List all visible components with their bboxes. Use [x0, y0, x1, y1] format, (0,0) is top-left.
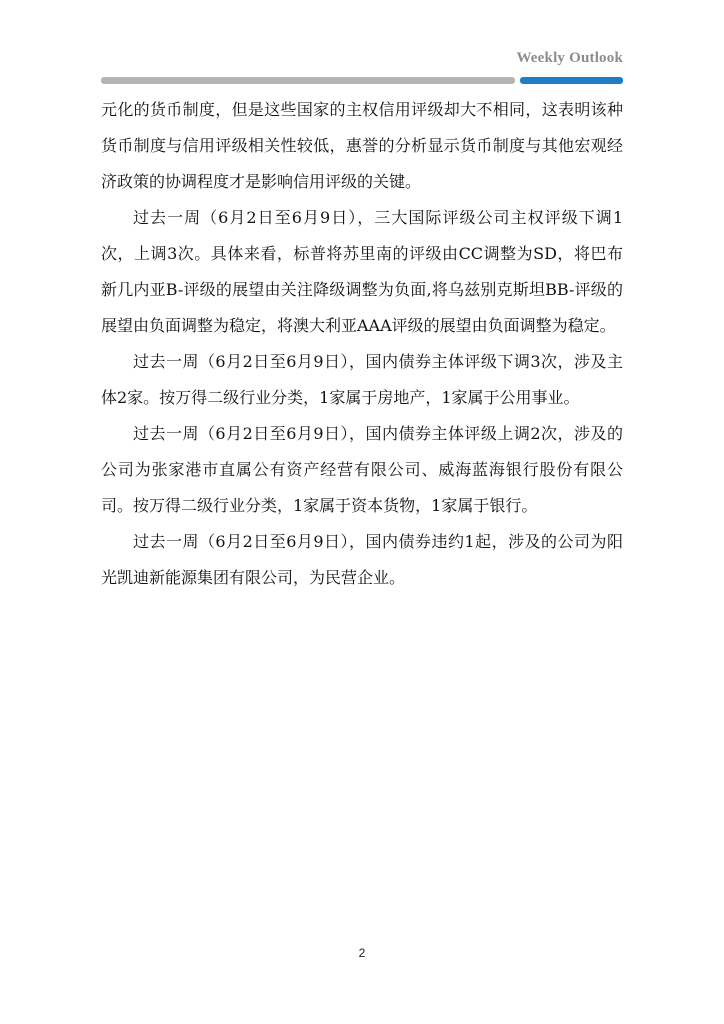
paragraph-sovereign-ratings: 过去一周（6月2日至6月9日），三大国际评级公司主权评级下调1次，上调3次。具体来看，标普将苏里南的评级由CC调整为SD，将巴布新几内亚B-评级的展望由关注降级调整为负面,将乌兹别克斯坦BB-评级的展望由负面调整为稳定，将澳大利亚AAA评级的展望由负面调整为稳定。 — [101, 208, 623, 335]
header-title: Weekly Outlook — [516, 50, 623, 66]
document-body — [101, 92, 623, 596]
paragraph-continued: 元化的货币制度，但是这些国家的主权信用评级却大不相同，这表明该种货币制度与信用评级相关性较低，惠誉的分析显示货币制度与其他宏观经济政策的协调程度才是影响信用评级的关键。 — [101, 100, 623, 191]
page-number: 2 — [358, 946, 366, 960]
header-rule-gray — [101, 77, 515, 84]
paragraph-domestic-upgrades: 过去一周（6月2日至6月9日），国内债券主体评级上调2次，涉及的公司为张家港市直属公有资产经营有限公司、威海蓝海银行股份有限公司。按万得二级行业分类，1家属于资本货物，1家属于银行。 — [101, 424, 623, 515]
paragraph-defaults: 过去一周（6月2日至6月9日），国内债券违约1起，涉及的公司为阳光凯迪新能源集团有限公司，为民营企业。 — [101, 532, 623, 587]
header-rule-blue — [520, 77, 623, 84]
paragraph-domestic-downgrades: 过去一周（6月2日至6月9日），国内债券主体评级下调3次，涉及主体2家。按万得二级行业分类，1家属于房地产，1家属于公用事业。 — [101, 352, 623, 407]
